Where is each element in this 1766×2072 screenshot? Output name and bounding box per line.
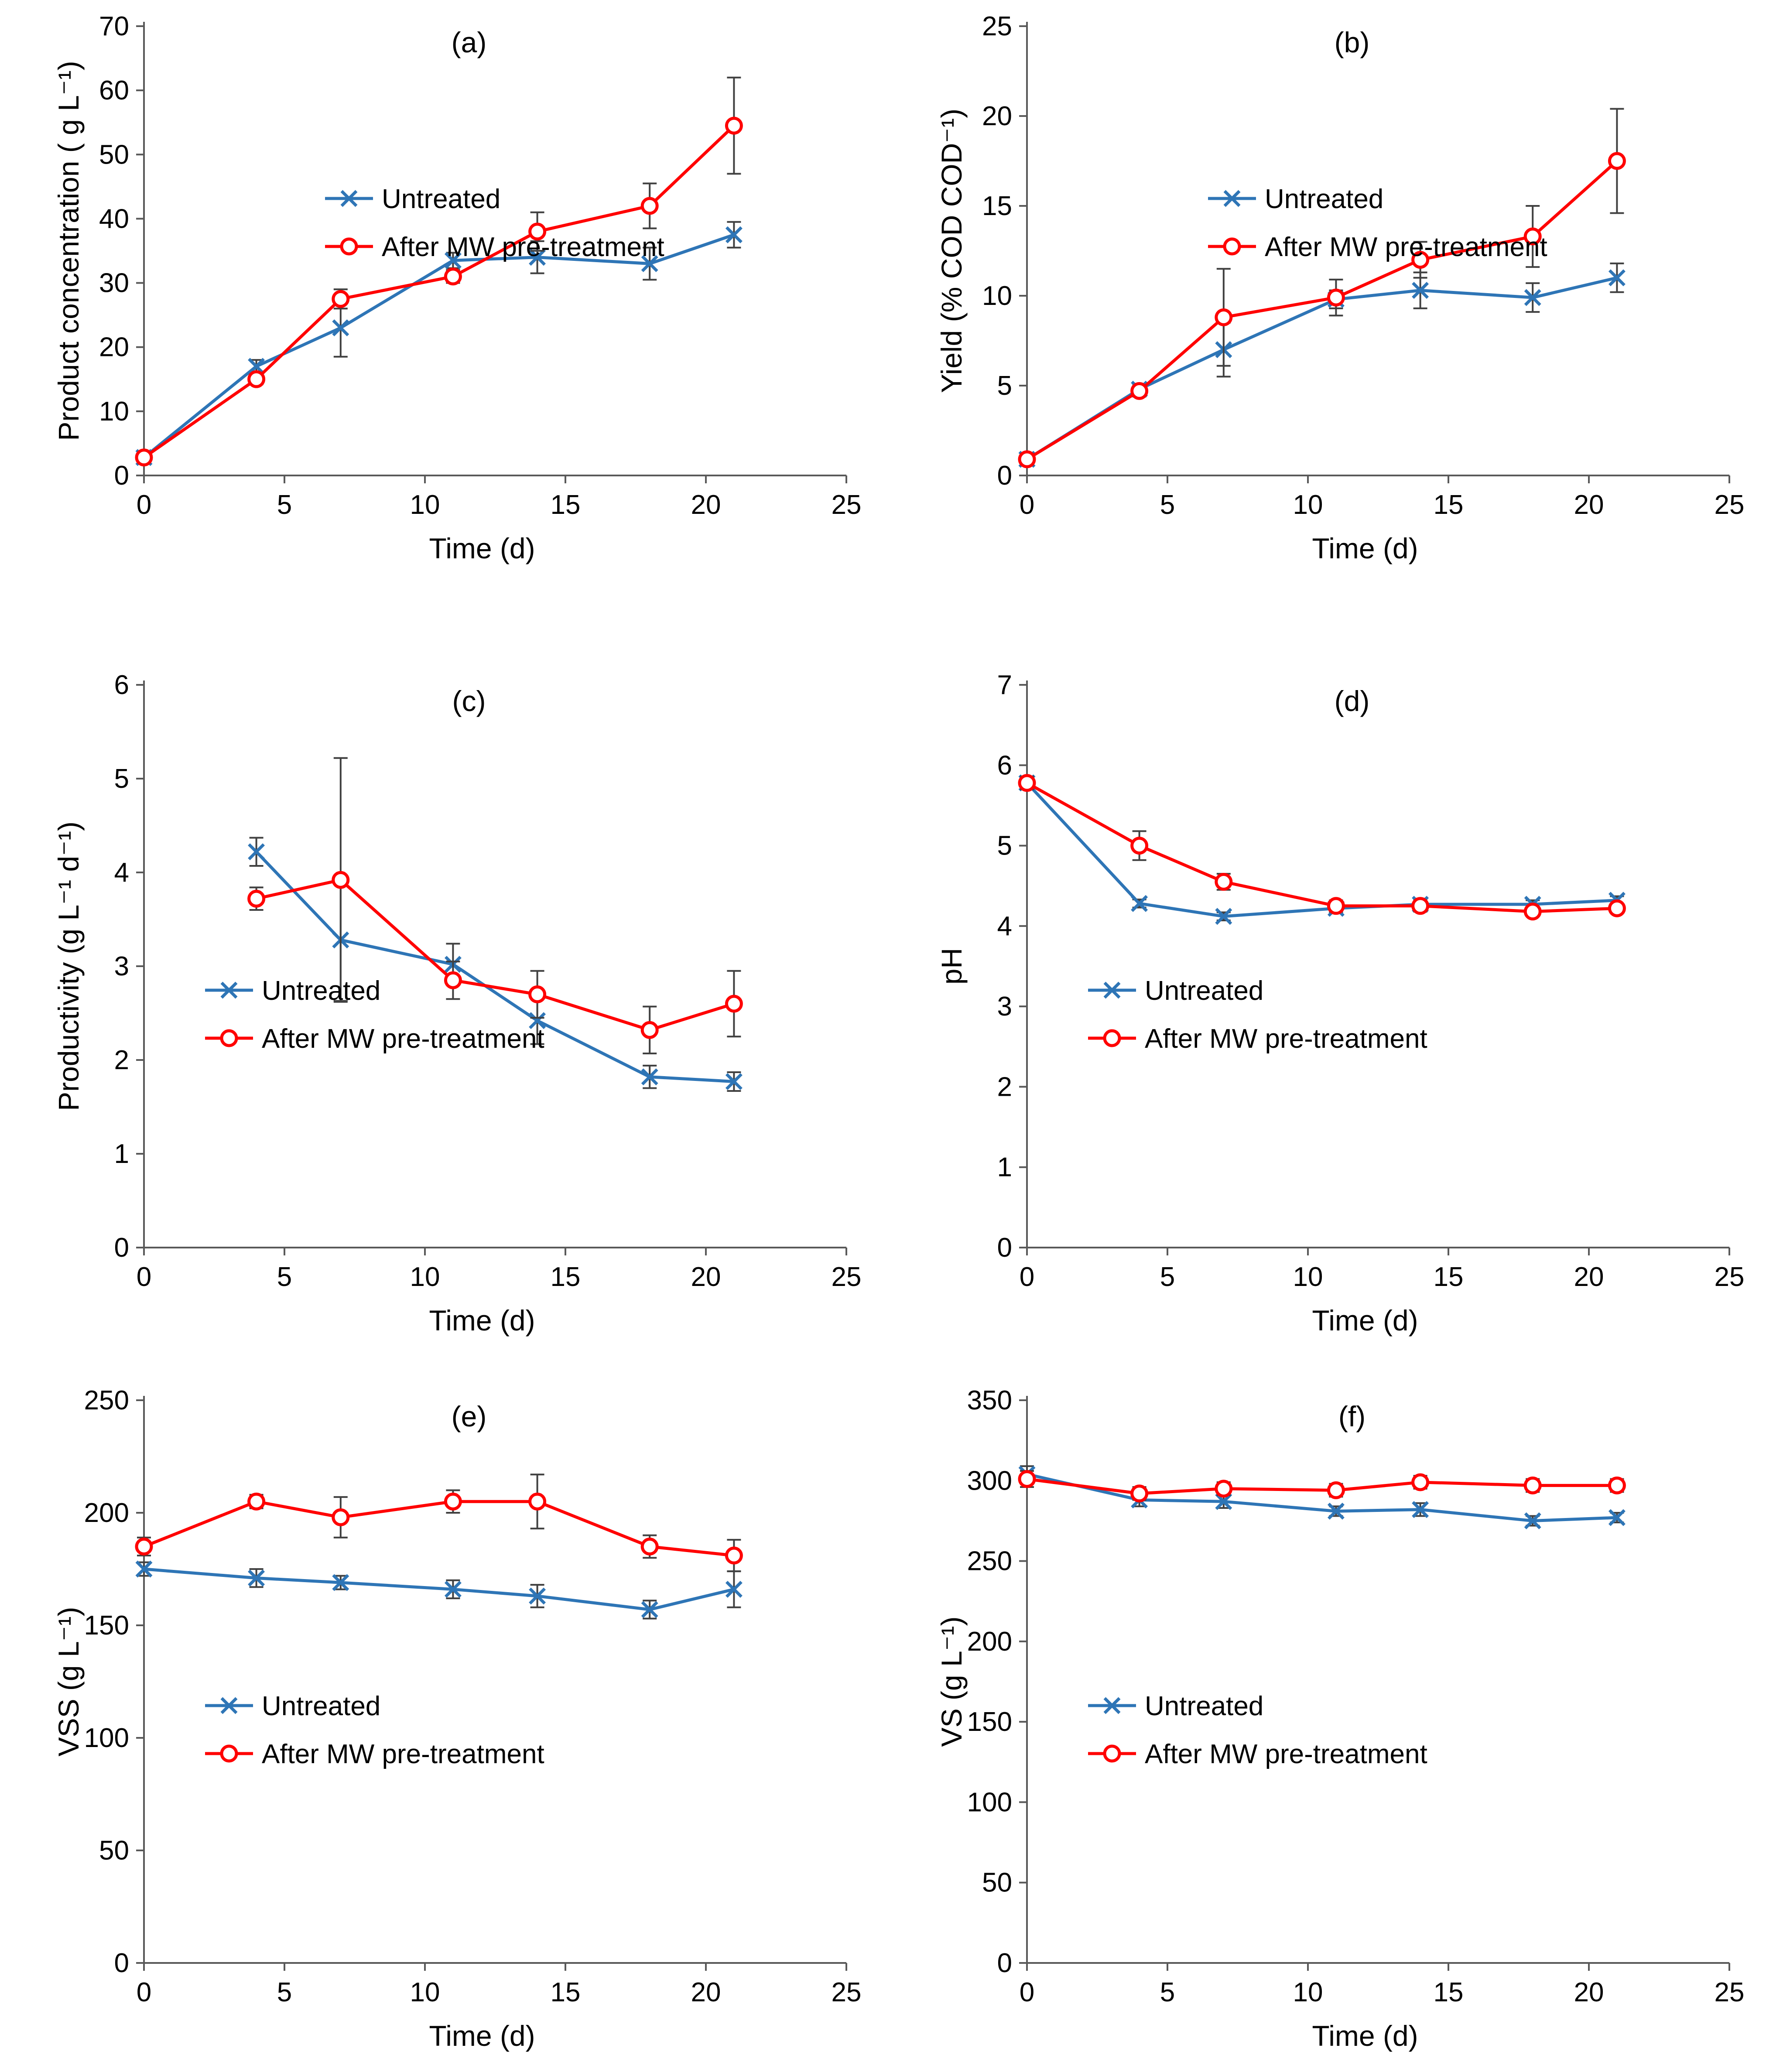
y-axis-title: Productivity (g L⁻¹ d⁻¹) <box>52 821 85 1111</box>
legend-marker-treated <box>342 239 356 254</box>
x-tick-label: 25 <box>1714 1262 1745 1292</box>
x-tick-label: 15 <box>1433 1262 1464 1292</box>
y-tick-label: 20 <box>99 332 129 362</box>
x-tick-label: 20 <box>691 490 721 520</box>
data-point-marker <box>642 1539 657 1554</box>
x-tick-label: 15 <box>550 1262 581 1292</box>
data-point-marker <box>642 1022 657 1037</box>
data-point-marker <box>1328 1483 1343 1498</box>
y-tick-label: 10 <box>982 281 1012 311</box>
y-tick-label: 50 <box>99 1836 129 1866</box>
data-point-marker <box>249 1494 264 1509</box>
y-axis-title: Product concentration ( g L⁻¹) <box>52 61 85 441</box>
y-tick-label: 5 <box>997 831 1012 861</box>
data-point-marker <box>1216 1481 1231 1496</box>
x-tick-label: 10 <box>410 1977 440 2007</box>
y-tick-label: 30 <box>99 268 129 298</box>
panel-d <box>883 646 1766 1361</box>
data-point-marker <box>1216 310 1231 325</box>
y-tick-label: 20 <box>982 101 1012 131</box>
x-axis-title: Time (d) <box>1312 532 1418 564</box>
y-tick-label: 2 <box>114 1045 129 1075</box>
panel-e <box>0 1361 883 2072</box>
x-tick-label: 0 <box>136 490 152 520</box>
data-point-marker <box>249 891 264 906</box>
y-tick-label: 70 <box>99 11 129 41</box>
data-point-marker <box>530 987 545 1002</box>
x-tick-label: 25 <box>831 490 862 520</box>
x-tick-label: 20 <box>1574 1977 1604 2007</box>
panel-a <box>0 0 883 646</box>
y-tick-label: 250 <box>84 1385 129 1416</box>
y-tick-label: 10 <box>99 396 129 427</box>
y-tick-label: 1 <box>114 1139 129 1169</box>
data-point-marker <box>1132 838 1147 853</box>
y-tick-label: 350 <box>967 1385 1012 1416</box>
data-point-marker <box>333 1510 348 1525</box>
y-tick-label: 3 <box>114 951 129 981</box>
data-point-marker <box>1413 899 1428 913</box>
x-tick-label: 10 <box>1293 1977 1323 2007</box>
data-point-marker <box>445 269 460 284</box>
y-tick-label: 200 <box>84 1498 129 1528</box>
y-tick-label: 0 <box>997 1948 1012 1978</box>
series-line <box>144 126 734 458</box>
series-line <box>1027 783 1617 916</box>
legend-label-untreated: Untreated <box>1145 976 1264 1006</box>
x-tick-label: 0 <box>1019 1262 1035 1292</box>
legend-label-untreated: Untreated <box>262 976 381 1006</box>
x-tick-label: 0 <box>136 1977 152 2007</box>
x-tick-label: 0 <box>1019 490 1035 520</box>
y-tick-label: 7 <box>997 670 1012 700</box>
legend-label-untreated: Untreated <box>1265 184 1384 214</box>
y-tick-label: 15 <box>982 191 1012 221</box>
y-axis-title: VS (g L⁻¹) <box>935 1616 968 1747</box>
data-point-marker <box>1609 1478 1624 1493</box>
legend-label-treated: After MW pre-treatment <box>262 1024 544 1054</box>
x-tick-label: 20 <box>691 1977 721 2007</box>
data-point-marker <box>1216 875 1231 889</box>
x-tick-label: 10 <box>410 1262 440 1292</box>
x-axis-title: Time (d) <box>429 532 535 564</box>
panel-label: (a) <box>451 26 487 58</box>
data-point-marker <box>642 198 657 213</box>
data-point-marker <box>445 1494 460 1509</box>
data-point-marker <box>1525 904 1540 919</box>
y-tick-label: 60 <box>99 75 129 106</box>
legend-label-treated: After MW pre-treatment <box>1145 1739 1427 1769</box>
legend-label-untreated: Untreated <box>382 184 501 214</box>
x-tick-label: 25 <box>1714 490 1745 520</box>
series-line <box>1027 783 1617 912</box>
x-axis-title: Time (d) <box>429 1304 535 1337</box>
data-point-marker <box>249 372 264 386</box>
x-tick-label: 10 <box>1293 1262 1323 1292</box>
x-tick-label: 25 <box>1714 1977 1745 2007</box>
y-tick-label: 0 <box>997 1233 1012 1263</box>
y-tick-label: 1 <box>997 1152 1012 1183</box>
legend-label-treated: After MW pre-treatment <box>1265 232 1547 262</box>
panel-label: (c) <box>452 685 486 717</box>
y-tick-label: 50 <box>99 140 129 170</box>
data-point-marker <box>333 872 348 887</box>
data-point-marker <box>1020 452 1034 467</box>
x-tick-label: 10 <box>410 490 440 520</box>
legend-marker-treated <box>1105 1031 1119 1046</box>
x-tick-label: 15 <box>550 490 581 520</box>
y-tick-label: 250 <box>967 1546 1012 1576</box>
x-tick-label: 5 <box>277 1262 292 1292</box>
data-point-marker <box>1132 383 1147 398</box>
x-tick-label: 20 <box>691 1262 721 1292</box>
data-point-marker <box>333 291 348 306</box>
y-tick-label: 0 <box>997 461 1012 491</box>
data-point-marker <box>726 118 741 133</box>
x-axis-title: Time (d) <box>429 2020 535 2052</box>
data-point-marker <box>726 1548 741 1563</box>
data-point-marker <box>1020 776 1034 790</box>
legend-label-treated: After MW pre-treatment <box>382 232 664 262</box>
series-line <box>257 880 734 1030</box>
panel-f <box>883 1361 1766 2072</box>
x-tick-label: 20 <box>1574 490 1604 520</box>
y-tick-label: 200 <box>967 1626 1012 1657</box>
y-tick-label: 5 <box>997 371 1012 401</box>
panel-label: (b) <box>1334 26 1370 58</box>
x-tick-label: 5 <box>277 1977 292 2007</box>
y-tick-label: 0 <box>114 461 129 491</box>
y-tick-label: 300 <box>967 1466 1012 1496</box>
y-tick-label: 4 <box>114 858 129 888</box>
data-point-marker <box>137 1539 151 1554</box>
x-tick-label: 0 <box>136 1262 152 1292</box>
legend-label-untreated: Untreated <box>1145 1691 1264 1721</box>
panel-c <box>0 646 883 1361</box>
x-tick-label: 20 <box>1574 1262 1604 1292</box>
panel-label: (d) <box>1334 685 1370 717</box>
x-tick-label: 10 <box>1293 490 1323 520</box>
y-tick-label: 150 <box>84 1610 129 1641</box>
panel-b <box>883 0 1766 646</box>
data-point-marker <box>1132 1486 1147 1501</box>
x-tick-label: 5 <box>277 490 292 520</box>
x-axis-title: Time (d) <box>1312 2020 1418 2052</box>
y-tick-label: 25 <box>982 11 1012 41</box>
y-tick-label: 6 <box>997 750 1012 781</box>
x-tick-label: 5 <box>1160 1977 1175 2007</box>
legend-marker-treated <box>1105 1746 1119 1761</box>
data-point-marker <box>726 996 741 1011</box>
x-tick-label: 0 <box>1019 1977 1035 2007</box>
data-point-marker <box>1609 901 1624 916</box>
y-tick-label: 40 <box>99 204 129 234</box>
data-point-marker <box>1020 1472 1034 1487</box>
data-point-marker <box>445 973 460 988</box>
x-axis-title: Time (d) <box>1312 1304 1418 1337</box>
data-point-marker <box>137 450 151 465</box>
y-tick-label: 5 <box>114 764 129 794</box>
y-tick-label: 50 <box>982 1867 1012 1898</box>
y-tick-label: 4 <box>997 911 1012 941</box>
x-tick-label: 5 <box>1160 1262 1175 1292</box>
legend-marker-treated <box>222 1031 236 1046</box>
y-axis-title: pH <box>935 947 968 985</box>
legend-marker-treated <box>222 1746 236 1761</box>
y-axis-title: VSS (g L⁻¹) <box>52 1607 85 1757</box>
y-tick-label: 100 <box>967 1787 1012 1818</box>
x-tick-label: 15 <box>1433 490 1464 520</box>
data-point-marker <box>1328 290 1343 305</box>
y-tick-label: 150 <box>967 1707 1012 1737</box>
x-tick-label: 25 <box>831 1262 862 1292</box>
y-tick-label: 0 <box>114 1233 129 1263</box>
data-point-marker <box>1525 1478 1540 1493</box>
data-point-marker <box>1413 1475 1428 1490</box>
y-tick-label: 2 <box>997 1072 1012 1102</box>
x-tick-label: 25 <box>831 1977 862 2007</box>
x-tick-label: 15 <box>550 1977 581 2007</box>
data-point-marker <box>1609 154 1624 168</box>
legend-label-treated: After MW pre-treatment <box>1145 1024 1427 1054</box>
legend-marker-treated <box>1225 239 1239 254</box>
series-line <box>1027 278 1617 459</box>
panel-label: (f) <box>1338 1400 1366 1433</box>
legend-label-untreated: Untreated <box>262 1691 381 1721</box>
y-axis-title: Yield (% COD COD⁻¹) <box>935 108 968 393</box>
data-point-marker <box>530 1494 545 1509</box>
x-tick-label: 15 <box>1433 1977 1464 2007</box>
y-tick-label: 0 <box>114 1948 129 1978</box>
x-tick-label: 5 <box>1160 490 1175 520</box>
y-tick-label: 6 <box>114 670 129 700</box>
data-point-marker <box>1328 899 1343 913</box>
y-tick-label: 3 <box>997 992 1012 1022</box>
legend-label-treated: After MW pre-treatment <box>262 1739 544 1769</box>
panel-label: (e) <box>451 1400 487 1433</box>
y-tick-label: 100 <box>84 1723 129 1753</box>
